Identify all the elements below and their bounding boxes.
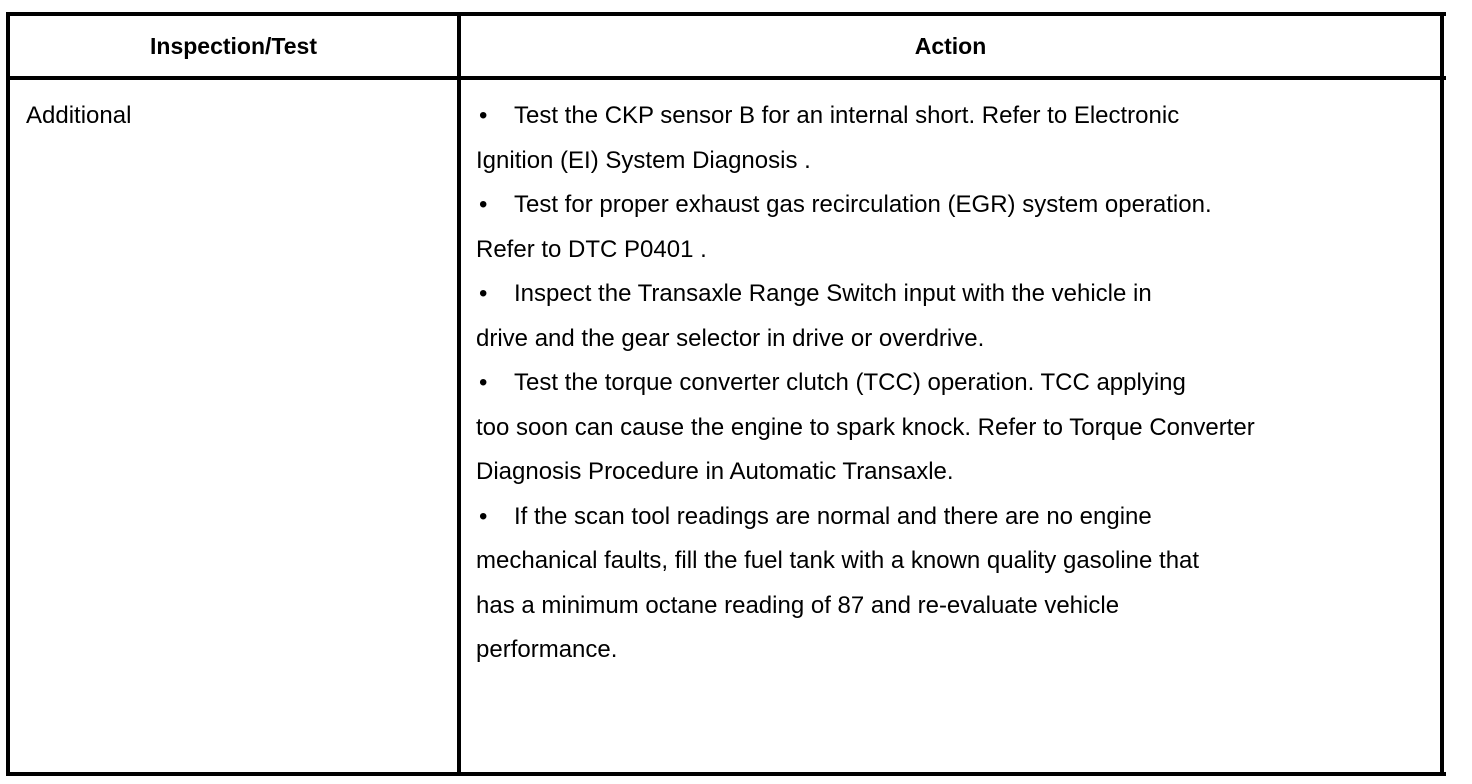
action-item-line-first	[476, 94, 1406, 139]
table-border-left	[6, 12, 10, 776]
bullet-icon: •	[479, 191, 488, 218]
action-item-line-continued	[476, 539, 1406, 584]
action-item-line-continued	[476, 406, 1406, 451]
row-label-additional: Additional	[26, 102, 132, 129]
action-item-line-continued	[476, 317, 1406, 362]
action-text: Inspect the Transaxle Range Switch input with the vehicle in	[514, 280, 1152, 307]
header-action: Action	[914, 32, 987, 59]
action-text: Ignition (EI) System Diagnosis .	[476, 146, 811, 174]
action-text: Test for proper exhaust gas recirculation (EGR) system operation.	[514, 191, 1212, 218]
bullet-icon: •	[479, 280, 488, 307]
action-item-line-first	[476, 361, 1406, 406]
column-divider	[457, 12, 461, 776]
action-text: Refer to DTC P0401 .	[476, 235, 707, 263]
action-text: Diagnosis Procedure in Automatic Transaxle.	[476, 458, 954, 485]
action-text: has a minimum octane reading of 87 and re-evaluate vehicle	[476, 591, 1120, 619]
action-item-line-continued	[476, 628, 1406, 673]
action-item-line-first	[476, 183, 1406, 228]
table-border-bottom	[6, 772, 1446, 776]
action-item-line-first	[476, 272, 1406, 317]
header-inspection-test: Inspection/Test	[150, 32, 317, 59]
table-border-right	[1440, 12, 1444, 776]
bullet-icon: •	[479, 369, 488, 396]
action-text: If the scan tool readings are normal and there are no engine	[514, 502, 1152, 530]
action-text: Test the torque converter clutch (TCC) operation. TCC applying	[514, 369, 1186, 396]
bullet-icon: •	[479, 502, 488, 530]
bullet-icon: •	[479, 102, 488, 129]
action-item-line-continued	[476, 450, 1406, 495]
action-text: mechanical faults, fill the fuel tank with a known quality gasoline that	[476, 547, 1200, 574]
action-text: Test the CKP sensor B for an internal short. Refer to Electronic	[514, 102, 1180, 129]
action-text: performance.	[476, 636, 618, 663]
action-item-line-first	[476, 495, 1406, 540]
action-item-line-continued	[476, 228, 1406, 273]
action-text: drive and the gear selector in drive or overdrive.	[476, 324, 985, 352]
action-item-line-continued	[476, 584, 1406, 629]
header-divider	[6, 76, 1446, 80]
action-list	[476, 94, 1406, 673]
action-text: too soon can cause the engine to spark knock. Refer to Torque Converter	[476, 413, 1255, 441]
action-item-line-continued	[476, 139, 1406, 184]
